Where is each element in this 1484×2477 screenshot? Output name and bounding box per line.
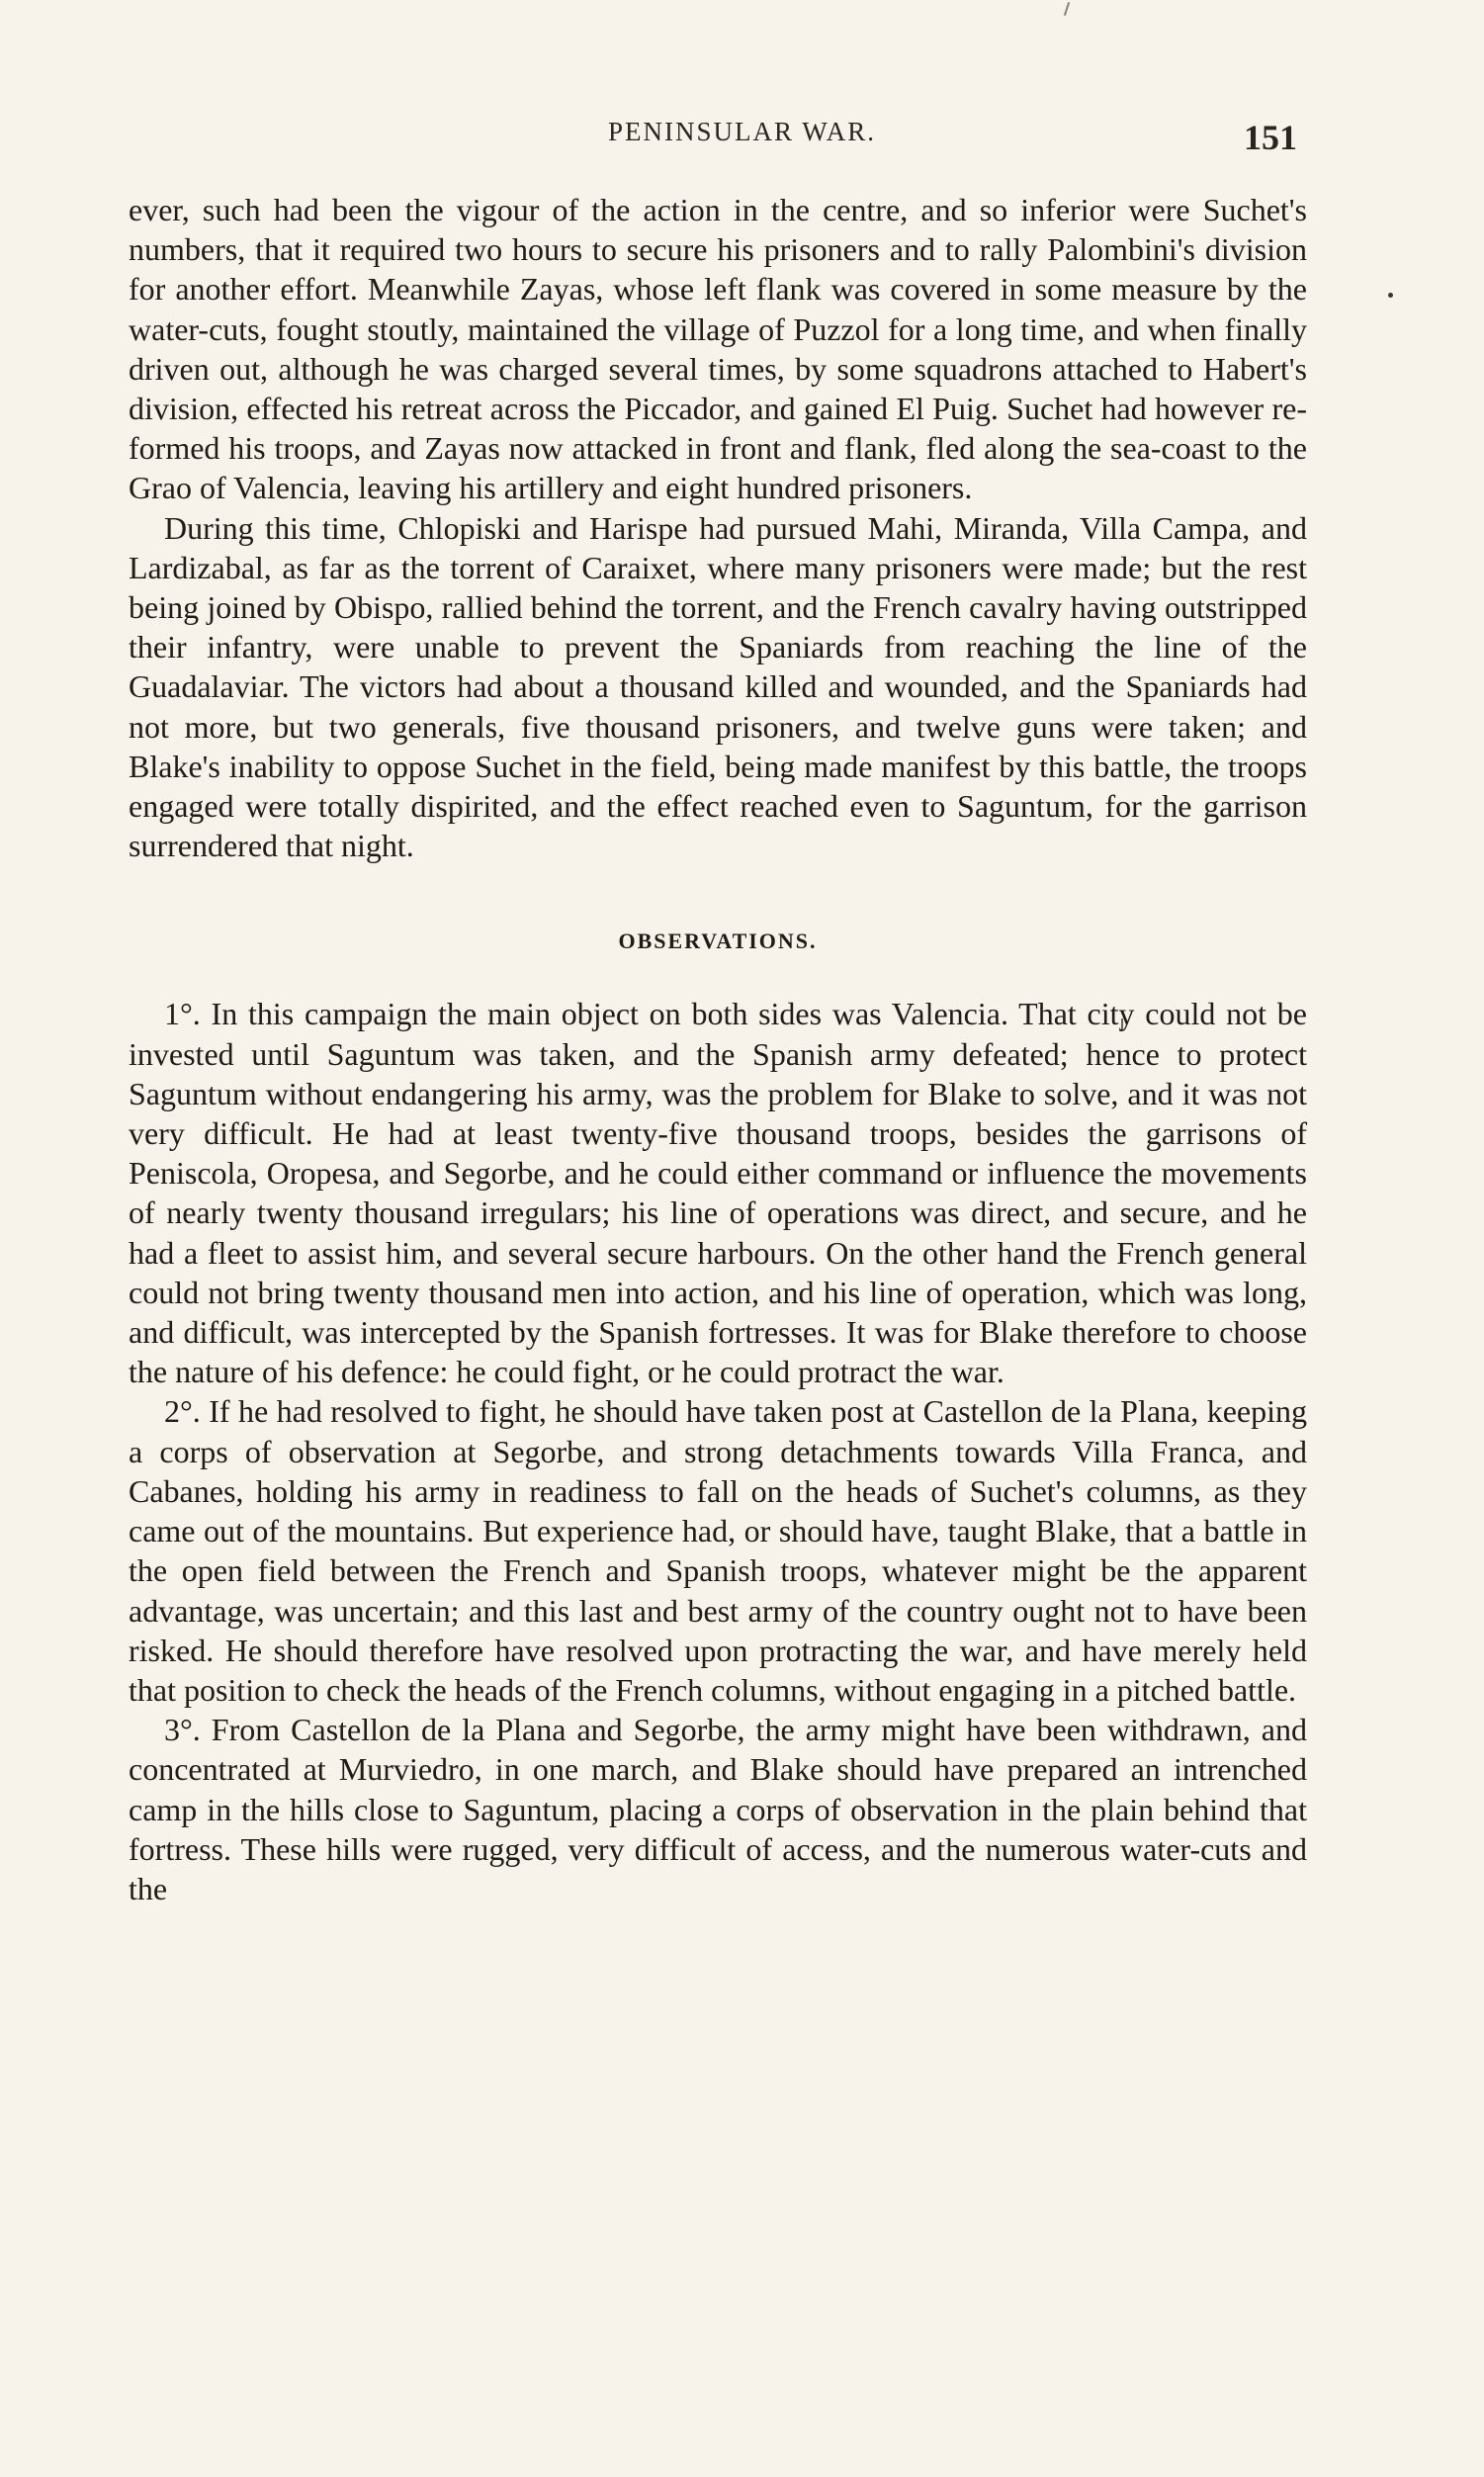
- paragraph-pursuit: During this time, Chlopiski and Harispe had pursued Mahi, Miranda, Villa Campa, and Lardizabal, as far as the torrent of Caraixet, where many prisoners were made; but the rest being joined by Obispo, rallied behind the torrent, and the French cavalry having outstripped their infantry, were unable to prevent the Spaniards from reaching the line of the Guadalaviar. The victors had about a thousand killed and wounded, and the Spaniards had not more, but two generals, five thousand prisoners, and twelve guns were taken; and Blake's inability to oppose Suchet in the field, being made manifest by this battle, the troops engaged were totally dispirited, and the effect reached even to Saguntum, for the garrison surrendered that night.: [129, 509, 1307, 864]
- observation-2: 2°. If he had resolved to fight, he should have taken post at Castellon de la Plana, keeping a corps of observation at Segorbe, and strong detachments towards Villa Franca, and Cabanes, holding his army in readiness to fall on the heads of Suchet's columns, as they came out of the mountains. But experience had, or should have, taught Blake, that a battle in the open field between the French and Spanish troops, whatever might be the apparent advantage, was uncertain; and this last and best army of the country ought not to have been risked. He should therefore have resolved upon protracting the war, and have merely held that position to check the heads of the French columns, without engaging in a pitched battle.: [129, 1393, 1307, 1708]
- observations-heading: OBSERVATIONS.: [618, 929, 818, 954]
- observation-3: 3°. From Castellon de la Plana and Segorbe, the army might have been withdrawn, and concentrated at Murviedro, in one march, and Blake should have prepared an intrenched camp in the hills close to Saguntum, placing a corps of observation in the plain behind that fortress. These hills were rugged, very difficult of access, and the numerous water-cuts and the: [129, 1712, 1307, 1906]
- margin-dot-mark: [1388, 293, 1393, 298]
- observation-1: 1°. In this campaign the main object on both sides was Valencia. That city could not be invested until Saguntum was taken, and the Spanish army defeated; hence to protect Saguntum without endangering his army, was the problem for Blake to solve, and it was not very difficult. He had at least twenty-five thousand troops, besides the garrisons of Peniscola, Oropesa, and Segorbe, and he could either command or influence the movements of nearly twenty thousand irregulars; his line of operations was direct, and secure, and he had a fleet to assist him, and several secure harbours. On the other hand the French general could not bring twenty thousand men into action, and his line of operation, which was long, and difficult, was intercepted by the Spanish fortresses. It was for Blake therefore to choose the nature of his defence: he could fight, or he could protract the war.: [129, 996, 1307, 1390]
- paragraph-continued: ever, such had been the vigour of the action in the centre, and so inferior were Suchet's numbers, that it required two hours to secure his prisoners and to rally Palombini's division for another effort. Meanwhile Zayas, whose left flank was covered in some measure by the water-cuts, fought stoutly, maintained the village of Puzzol for a long time, and when finally driven out, although he was charged several times, by some squadrons attached to Habert's division, effected his retreat across the Piccador, and gained El Puig. Suchet had however re-formed his troops, and Zayas now attacked in front and flank, fled along the sea-coast to the Grao of Valencia, leaving his artillery and eight hundred prisoners.: [129, 192, 1307, 506]
- page-number: 151: [1244, 118, 1297, 157]
- main-text: [129, 190, 1307, 1908]
- print-mark: [1064, 2, 1070, 16]
- running-title: PENINSULAR WAR.: [607, 117, 877, 146]
